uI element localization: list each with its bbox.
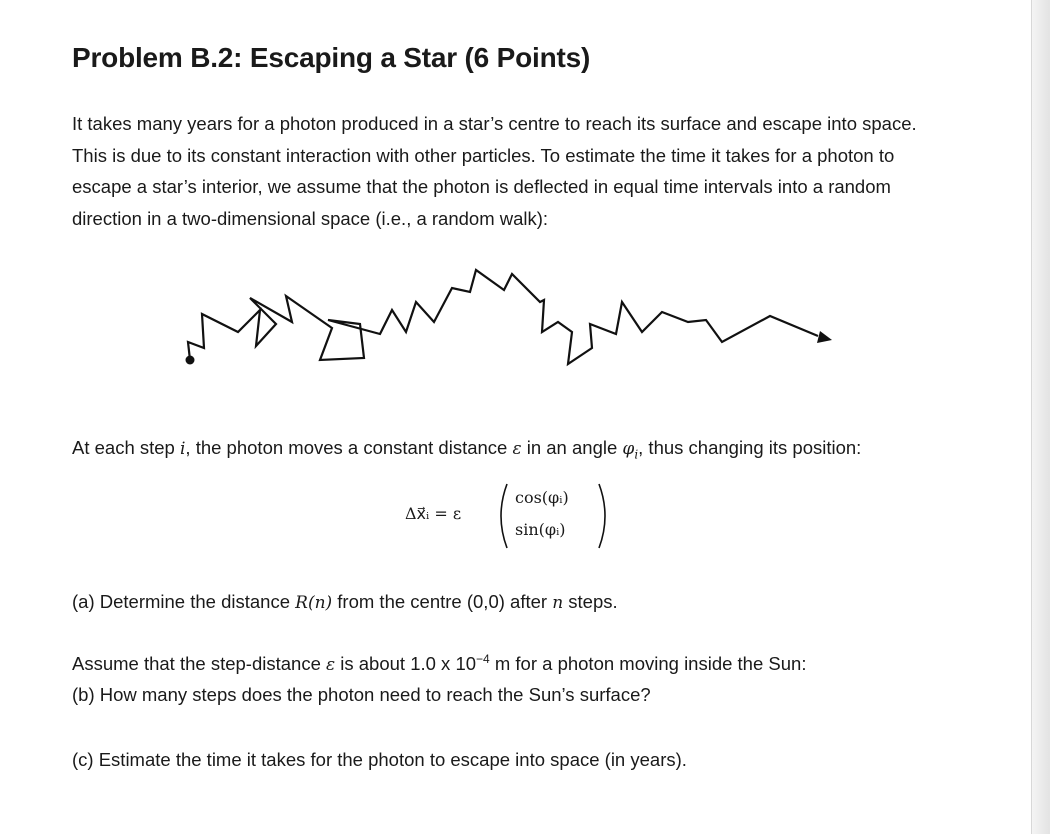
assumption-text: Assume that the step-distance ε is about 1.0 x $10^{-4}$ m for a photon moving inside the Sun: [72,652,807,675]
page-edge [1031,0,1050,834]
random-walk-path [188,270,818,364]
equation-lhs: Δx⃗ᵢ = ε [405,504,462,523]
var-n: n [552,593,564,613]
path-end-arrowhead [817,331,832,343]
var-phi: φ [622,439,635,459]
exponent: −4 [476,652,490,666]
question-c: (c) Estimate the time it takes for the photon to escape into space (in years). [72,749,687,770]
question-b: (b) How many steps does the photon need to reach the Sun’s surface? [72,684,651,705]
random-walk-diagram [180,262,840,372]
column-vector [493,480,613,552]
displacement-equation [405,480,615,552]
intro-paragraph: It takes many years for a photon produced in a star’s centre to reach its surface and escape into space. This is due to its constant interaction with other particles. To estimate the time it takes for a photon to escape a star’s interior, we assume that the photon is deflected in equal time intervals into a random direction in a two-dimensional space (i.e., a random walk): [72,113,917,229]
path-start-dot [186,356,195,365]
var-i: i [179,439,186,459]
vector-cos-row: cos(φᵢ) [515,488,569,507]
var-epsilon: ε [326,655,336,675]
var-epsilon: ε [512,439,522,459]
vector-sin-row: sin(φᵢ) [515,520,566,539]
step-description: At each step i, the photon moves a constant distance ε in an angle $\varphi_i$, thus changing its position: [72,437,862,462]
question-a: (a) Determine the distance R(n) from the centre (0,0) after n steps. [72,591,618,613]
func-R-of-n: R(n) [295,593,333,613]
problem-title: Problem B.2: Escaping a Star (6 Points) [72,42,591,73]
